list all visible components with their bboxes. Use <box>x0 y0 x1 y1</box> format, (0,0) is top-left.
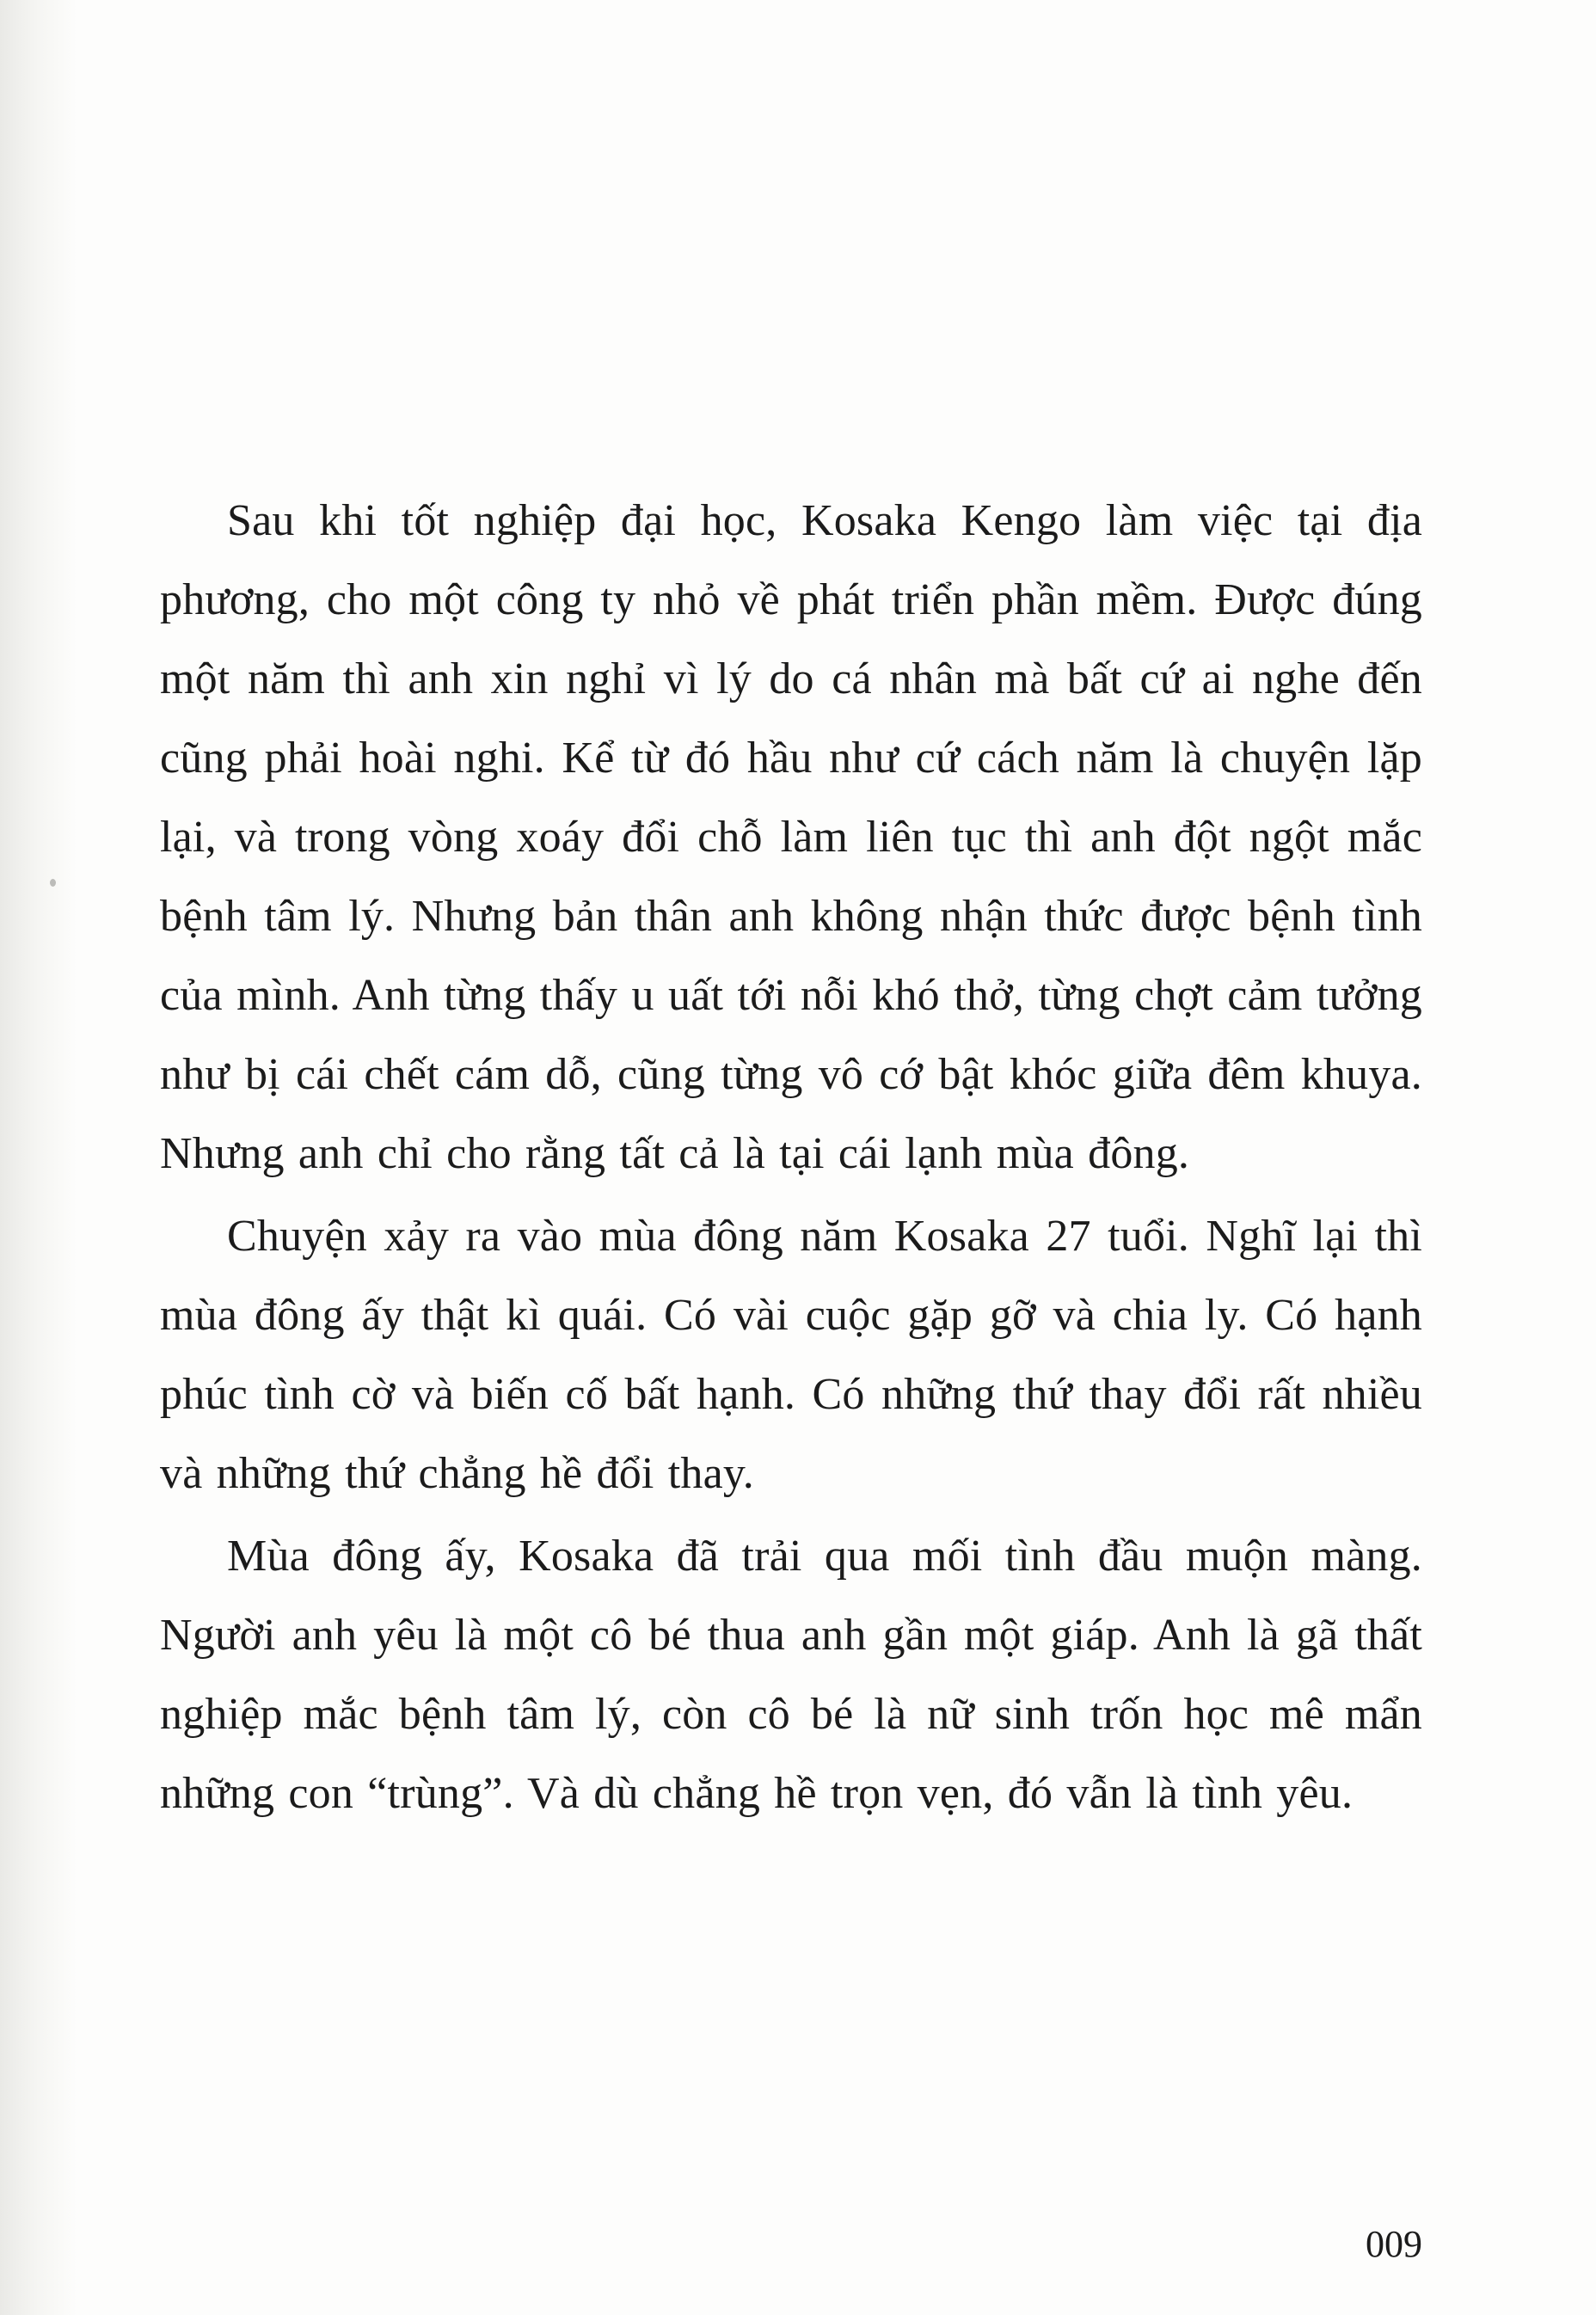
scan-speck <box>50 879 56 887</box>
page-number: 009 <box>1366 2223 1422 2265</box>
paragraph: Sau khi tốt nghiệp đại học, Kosaka Kengo làm việc tại địa phương, cho một công ty nhỏ về phát triển phần mềm. Được đúng một năm thì anh xin nghỉ vì lý do cá nhân mà bất cứ ai nghe đến cũng phải hoài nghi. Kể từ đó hầu như cứ cách năm là chuyện lặp lại, và trong vòng xoáy đổi chỗ làm liên tục thì anh đột ngột mắc bệnh tâm lý. Nhưng bản thân anh không nhận thức được bệnh tình của mình. Anh từng thấy u uất tới nỗi khó thở, từng chợt cảm tưởng như bị cái chết cám dỗ, cũng từng vô cớ bật khóc giữa đêm khuya. Nhưng anh chỉ cho rằng tất cả là tại cái lạnh mùa đông. <box>160 496 1422 1178</box>
body-text <box>160 482 1422 1837</box>
paragraph: Mùa đông ấy, Kosaka đã trải qua mối tình đầu muộn màng. Người anh yêu là một cô bé thua anh gần một giáp. Anh là gã thất nghiệp mắc bệnh tâm lý, còn cô bé là nữ sinh trốn học mê mẩn những con “trùng”. Và dù chẳng hề trọn vẹn, đó vẫn là tình yêu. <box>160 1532 1422 1818</box>
paragraph: Chuyện xảy ra vào mùa đông năm Kosaka 27 tuổi. Nghĩ lại thì mùa đông ấy thật kì quái. Có vài cuộc gặp gỡ và chia ly. Có hạnh phúc tình cờ và biến cố bất hạnh. Có những thứ thay đổi rất nhiều và những thứ chẳng hề đổi thay. <box>160 1212 1422 1498</box>
scan-edge-shadow <box>0 0 77 2315</box>
